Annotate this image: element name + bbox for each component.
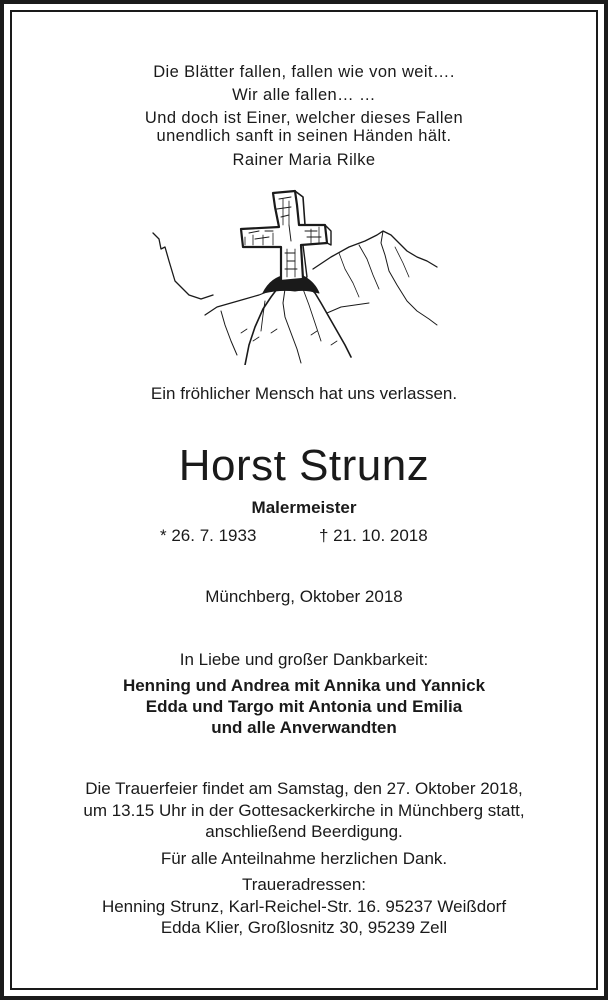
- deceased-name: Horst Strunz: [178, 441, 430, 490]
- profession: Malermeister: [251, 498, 357, 517]
- funeral-line-1: Die Trauerfeier findet am Samstag, den 27. Oktober 2018,: [85, 779, 523, 798]
- addresses-title: Traueradressen:: [241, 875, 367, 894]
- mourners-line-3: und alle Anverwandten: [211, 718, 397, 737]
- death-date: † 21. 10. 2018: [319, 526, 428, 545]
- cross-on-mountain-icon: [145, 185, 445, 365]
- mourners-line-2: Edda und Targo mit Antonia und Emilia: [145, 697, 463, 716]
- funeral-line-3: anschließend Beerdigung.: [205, 822, 403, 841]
- thanks-text: Für alle Anteilnahme herzlichen Dank.: [160, 849, 448, 868]
- poem-line-1: Die Blätter fallen, fallen wie von weit….: [153, 63, 455, 81]
- poem-line-3: Und doch ist Einer, welcher dieses Fallen: [144, 109, 464, 127]
- mourners-line-1: Henning und Andrea mit Annika und Yannick: [122, 676, 486, 695]
- poem-line-4: unendlich sanft in seinen Händen hält.: [156, 127, 452, 145]
- intro-text: Ein fröhlicher Mensch hat uns verlassen.: [150, 384, 458, 403]
- funeral-line-2: um 13.15 Uhr in der Gottesackerkirche in Münchberg statt,: [83, 801, 525, 820]
- birth-date: * 26. 7. 1933: [160, 526, 257, 545]
- poem-line-2: Wir alle fallen… …: [232, 86, 376, 104]
- address-2: Edda Klier, Großlosnitz 30, 95239 Zell: [160, 918, 448, 937]
- address-1: Henning Strunz, Karl-Reichel-Str. 16. 95237 Weißdorf: [101, 897, 507, 916]
- place-date: Münchberg, Oktober 2018: [205, 587, 403, 606]
- poem-author: Rainer Maria Rilke: [232, 151, 376, 169]
- mourners-intro: In Liebe und großer Dankbarkeit:: [179, 650, 429, 669]
